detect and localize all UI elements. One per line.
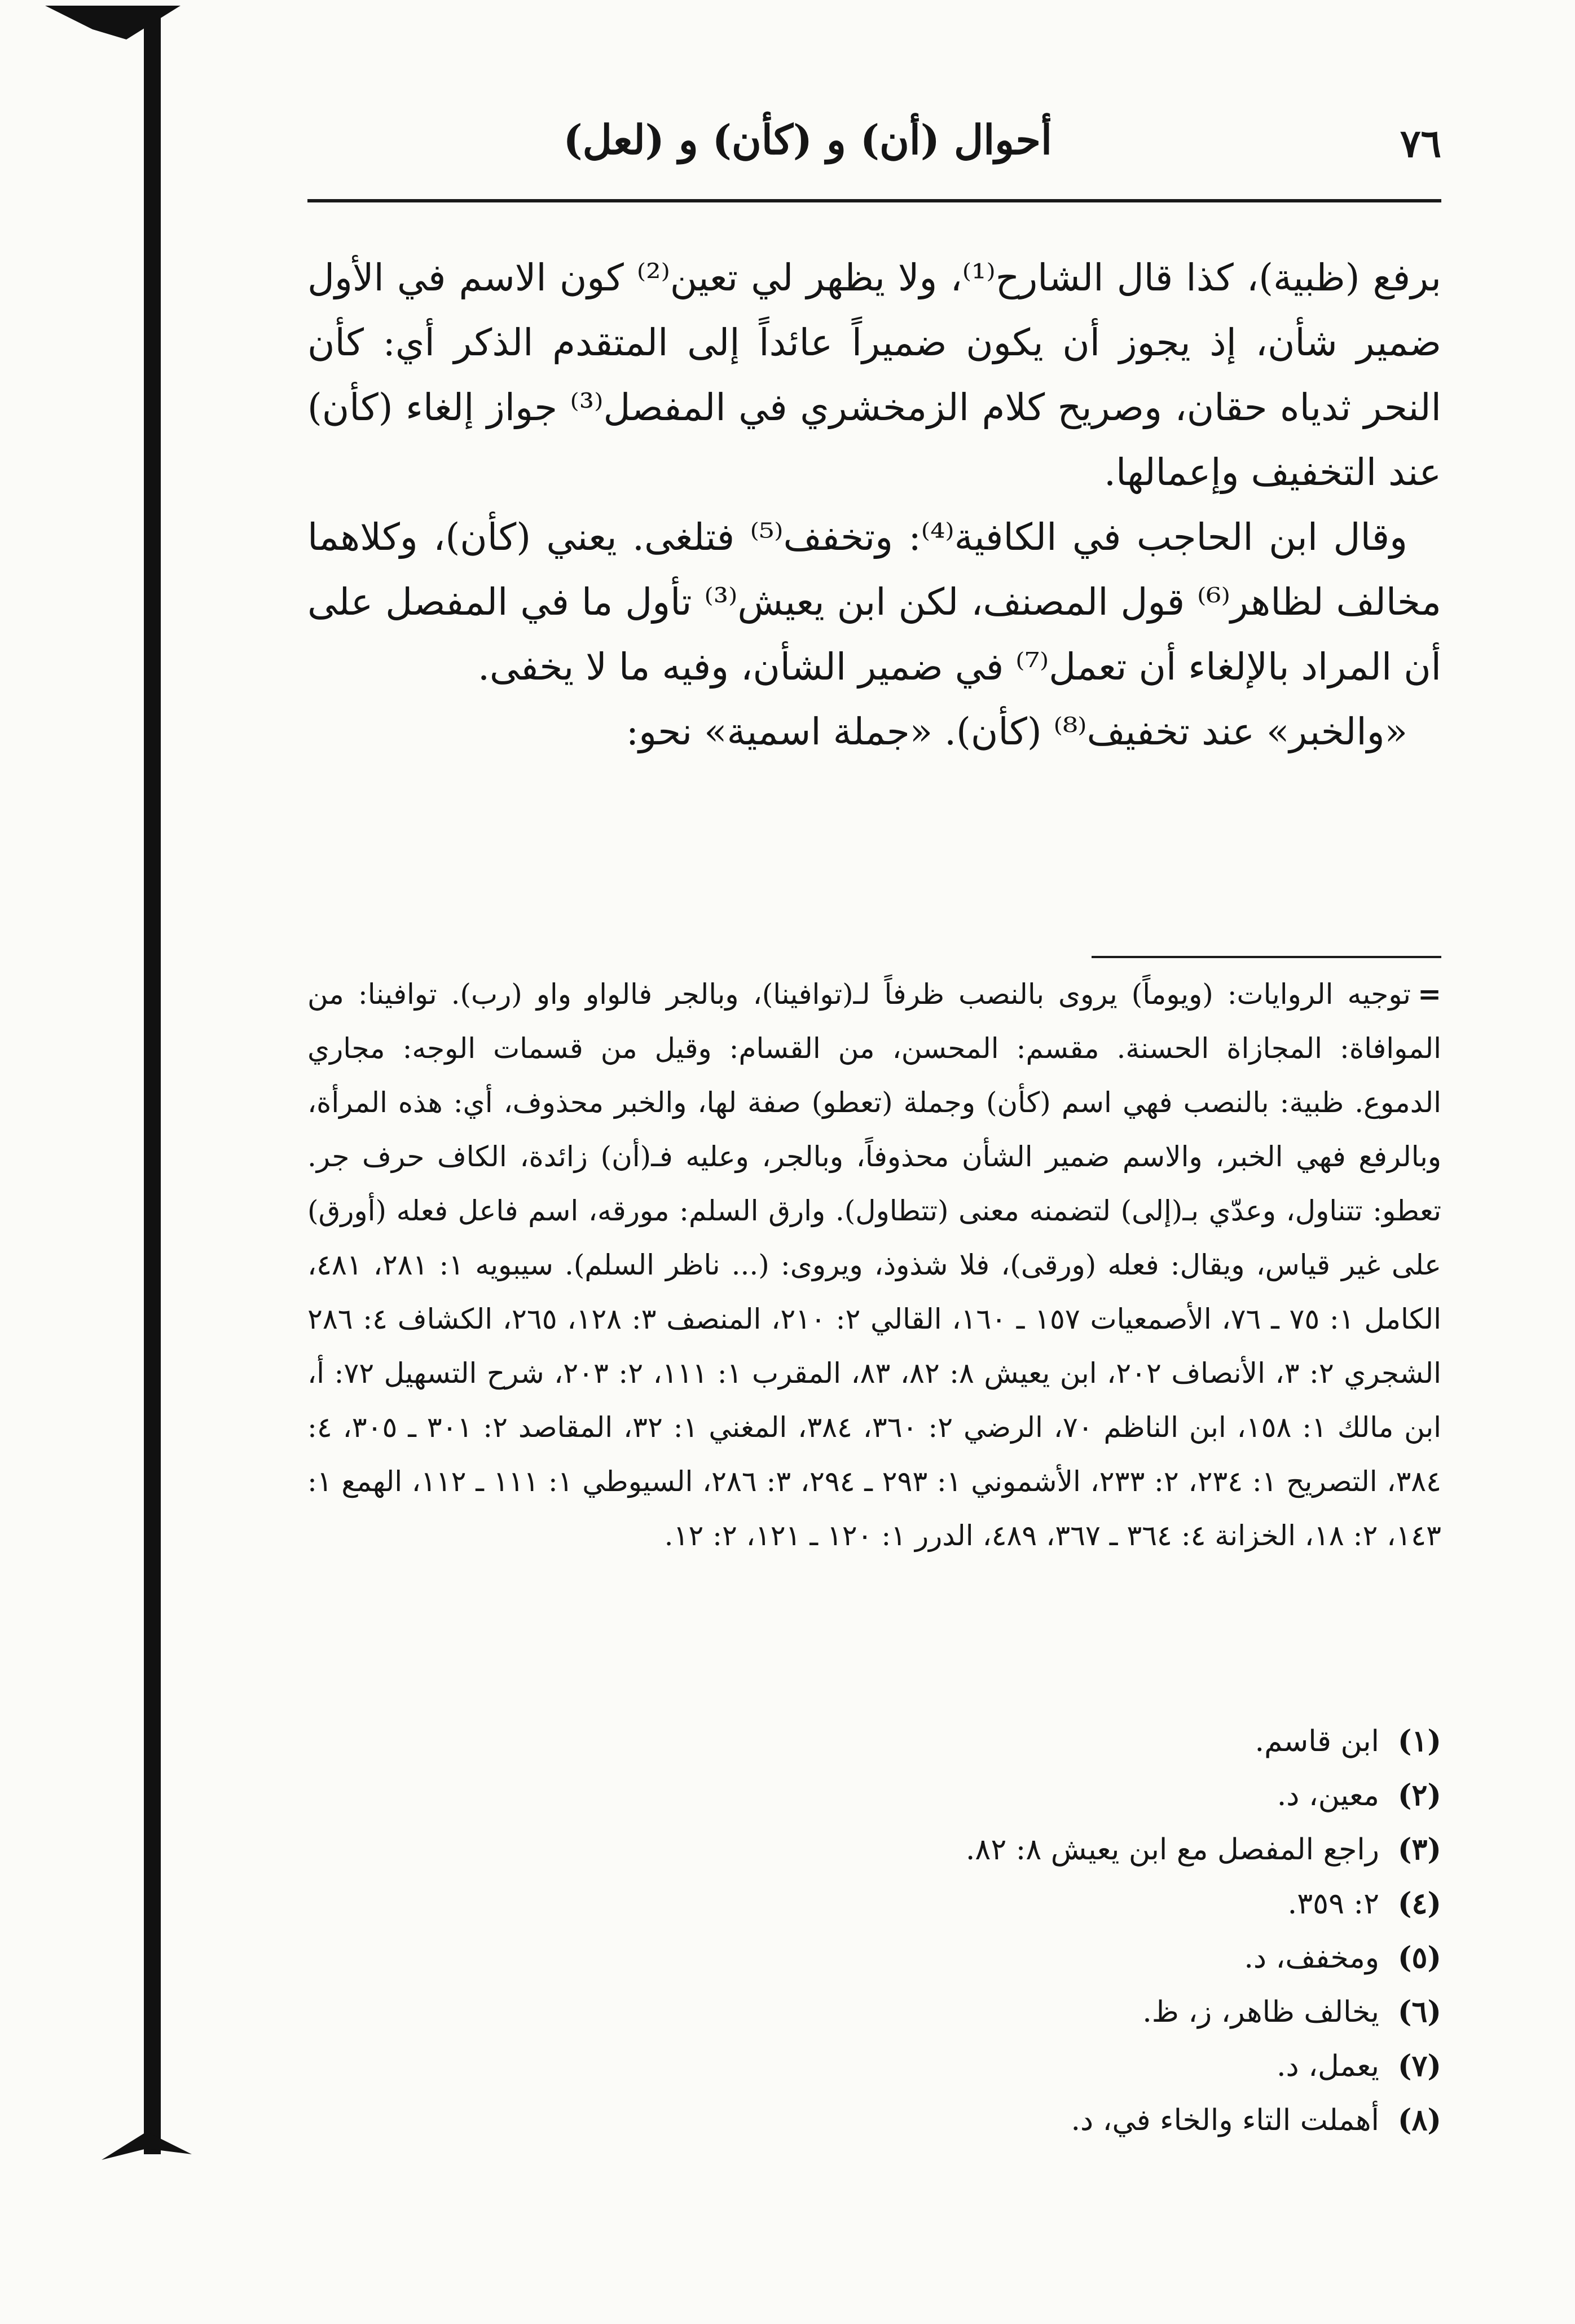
footnote-text: ابن قاسم. [1255, 1725, 1379, 1758]
footnote-number: (١) [1397, 1724, 1441, 1758]
footnotes-list [307, 1714, 1441, 2147]
footnote-number: (٧) [1397, 2049, 1441, 2083]
footnote-text: يخالف ظاهر، ز، ظ. [1142, 1995, 1379, 2029]
footnote-number: (٢) [1397, 1778, 1441, 1813]
footnote-2 [307, 1769, 1441, 1823]
body-paragraph-2: وقال ابن الحاجب في الكافية⁽⁴⁾: وتخفف⁽⁵⁾ فتلغى. يعني (كأن)، وكلاهما مخالف لظاهر⁽⁶⁾ قول المصنف، لكن ابن يعيش⁽³⁾ تأول ما في المفصل على أن المراد بالإلغاء أن تعمل⁽⁷⁾ في ضمير الشأن، وفيه ما لا يخفى. [307, 515, 1441, 689]
footnote-5 [307, 1931, 1441, 1985]
page-header [307, 104, 1441, 178]
body-paragraph-3: «والخبر» عند تخفيف⁽⁸⁾ (كأن). «جملة اسمية» نحو: [626, 710, 1407, 753]
footnote-number: (٨) [1397, 2103, 1441, 2137]
footnote-number: (٥) [1397, 1941, 1441, 1975]
footnote-4 [307, 1877, 1441, 1931]
page-number: ٧٦ [1400, 121, 1441, 166]
book-page [307, 104, 1442, 2137]
header-rule [307, 199, 1441, 202]
main-text [307, 245, 1441, 764]
footnote-text: ومخفف، د. [1244, 1941, 1379, 1975]
continued-footnote-text: توجيه الروايات: (ويوماً) يروى بالنصب ظرفاً لـ(توافينا)، وبالجر فالواو واو (رب). توافينا: من الموافاة: المجازاة الحسنة. مقسم: المحسن، من القسام: وقيل من قسمات الوجه: مجاري الدموع. ظبية: بالنصب فهي اسم (كأن) وجملة (تعطو) صفة لها، والخبر محذوف، أي: هذه المرأة، وبالرفع فهي الخبر، والاسم ضمير الشأن محذوفاً، وبالجر، وعليه فـ(أن) زائدة، الكاف حرف جر. تعطو: تتناول، وعدّي بـ(إلى) لتضمنه معنى (تتطاول). وارق السلم: مورقه، اسم فاعل فعله (أورق) على غير قياس، ويقال: فعله (ورقى)، فلا شذوذ، ويروى: (... ناظر السلم). سيبويه ١: ٢٨١، ٤٨١، الكامل ١: ٧٥ ـ ٧٦، الأصمعيات ١٥٧ ـ ١٦٠، القالي ٢: ٢١٠، المنصف ٣: ١٢٨، ٢٦٥، الكشاف ٤: ٢٨٦ الشجري ٢: ٣، الأنصاف ٢٠٢، ابن يعيش ٨: ٨٢، ٨٣، المقرب ١: ١١١، ٢: ٢٠٣، شرح التسهيل ٧٢: أ، ابن مالك ١: ١٥٨، ابن الناظم ٧٠، الرضي ٢: ٣٦٠، ٣٨٤، المغني ١: ٣٢، المقاصد ٢: ٣٠١ ـ ٣٠٥، ٤: ٣٨٤، التصريح ١: ٢٣٤، ٢: ٢٣٣، الأشموني ١: ٢٩٣ ـ ٢٩٤، ٣: ٢٨٦، السيوطي ١: ١١١ ـ ١١٢، الهمع ١: ١٤٣، ٢: ١٨، الخزانة ٤: ٣٦٤ ـ ٣٦٧، ٤٨٩، الدرر ١: ١٢٠ ـ ١٢١، ٢: ١٢. [307, 978, 1442, 1552]
footnote-number: (٦) [1397, 1995, 1441, 2029]
footnote-text: راجع المفصل مع ابن يعيش ٨: ٨٢. [965, 1833, 1379, 1867]
footnote-7 [307, 2039, 1441, 2093]
footnote-8 [307, 2093, 1441, 2147]
continuation-mark: = [1418, 977, 1441, 1011]
footnote-separator [1092, 956, 1441, 958]
footnote-number: (٤) [1397, 1886, 1441, 1921]
footnote-6 [307, 1985, 1441, 2039]
binding-bottom-edge [102, 2132, 192, 2160]
footnote-3 [307, 1823, 1441, 1877]
footnote-text: يعمل، د. [1277, 2049, 1379, 2083]
footnote-text: معين، د. [1277, 1779, 1379, 1813]
body-paragraph-1: برفع (ظبية)، كذا قال الشارح⁽¹⁾، ولا يظهر لي تعين⁽²⁾ كون الاسم في الأول ضمير شأن، إذ يجوز أن يكون ضميراً عائداً إلى المتقدم الذكر أي: كأن النحر ثدياه حقان، وصريح كلام الزمخشري في المفصل⁽³⁾ جواز إلغاء (كأن) عند التخفيف وإعمالها. [307, 256, 1442, 494]
running-title: أحوال (أن) و (كأن) و (لعل) [563, 116, 1052, 164]
book-binding-edge [144, 17, 161, 2154]
continued-footnote [307, 967, 1441, 1563]
footnote-1 [307, 1714, 1441, 1769]
footnote-text: أهملت التاء والخاء في، د. [1071, 2103, 1379, 2137]
footnote-number: (٣) [1397, 1832, 1441, 1867]
footnote-text: ٢: ٣٥٩. [1287, 1887, 1379, 1921]
